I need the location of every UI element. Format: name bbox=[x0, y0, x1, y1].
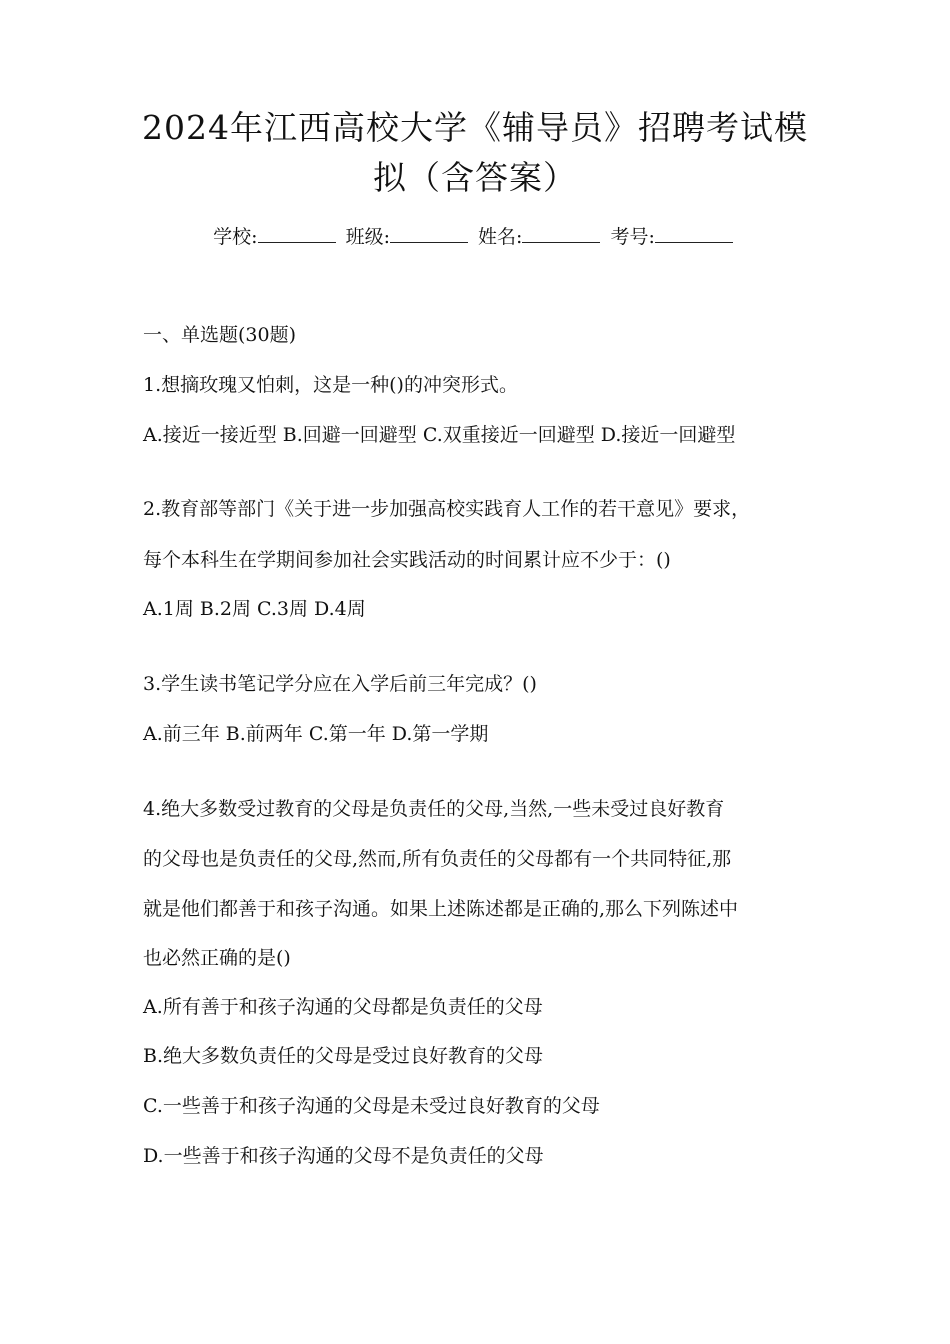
name-blank[interactable] bbox=[522, 224, 600, 243]
school-blank[interactable] bbox=[258, 224, 336, 243]
number-blank[interactable] bbox=[655, 224, 733, 243]
student-info-row bbox=[0, 224, 950, 250]
question-4-stem-line-1: 4.绝大多数受过教育的父母是负责任的父母,当然,一些未受过良好教育 bbox=[143, 798, 725, 820]
exam-title-line-1: 2024年江西高校大学《辅导员》招聘考试模 bbox=[142, 108, 808, 147]
question-2-options: A.1周 B.2周 C.3周 D.4周 bbox=[143, 598, 366, 620]
question-4-option-c: C.一些善于和孩子沟通的父母是未受过良好教育的父母 bbox=[143, 1095, 600, 1117]
question-4-option-a: A.所有善于和孩子沟通的父母都是负责任的父母 bbox=[143, 996, 543, 1018]
number-label: 考号: bbox=[610, 226, 655, 248]
question-3-stem: 3.学生读书笔记学分应在入学后前三年完成？() bbox=[143, 673, 537, 695]
question-4-stem-line-3: 就是他们都善于和孩子沟通。如果上述陈述都是正确的,那么下列陈述中 bbox=[143, 898, 739, 920]
class-label: 班级: bbox=[345, 226, 390, 248]
question-4-stem-line-4: 也必然正确的是() bbox=[143, 947, 291, 969]
question-1-stem: 1.想摘玫瑰又怕刺，这是一种()的冲突形式。 bbox=[143, 374, 518, 396]
question-3-options: A.前三年 B.前两年 C.第一年 D.第一学期 bbox=[143, 723, 489, 745]
question-4-stem-line-2: 的父母也是负责任的父母,然而,所有负责任的父母都有一个共同特征,那 bbox=[143, 848, 732, 870]
question-4-option-d: D.一些善于和孩子沟通的父母不是负责任的父母 bbox=[143, 1145, 544, 1167]
question-2-stem-line-2: 每个本科生在学期间参加社会实践活动的时间累计应不少于：() bbox=[143, 549, 671, 571]
question-2-stem-line-1: 2.教育部等部门《关于进一步加强高校实践育人工作的若干意见》要求， bbox=[143, 498, 751, 520]
section-heading: 一、单选题(30题) bbox=[143, 324, 297, 346]
exam-title-line-2: 拟（含答案） bbox=[373, 158, 577, 197]
question-4-option-b: B.绝大多数负责任的父母是受过良好教育的父母 bbox=[143, 1045, 544, 1067]
name-label: 姓名: bbox=[478, 226, 523, 248]
school-label: 学校: bbox=[213, 226, 258, 248]
class-blank[interactable] bbox=[390, 224, 468, 243]
question-1-options: A.接近一接近型 B.回避一回避型 C.双重接近一回避型 D.接近一回避型 bbox=[143, 424, 736, 446]
